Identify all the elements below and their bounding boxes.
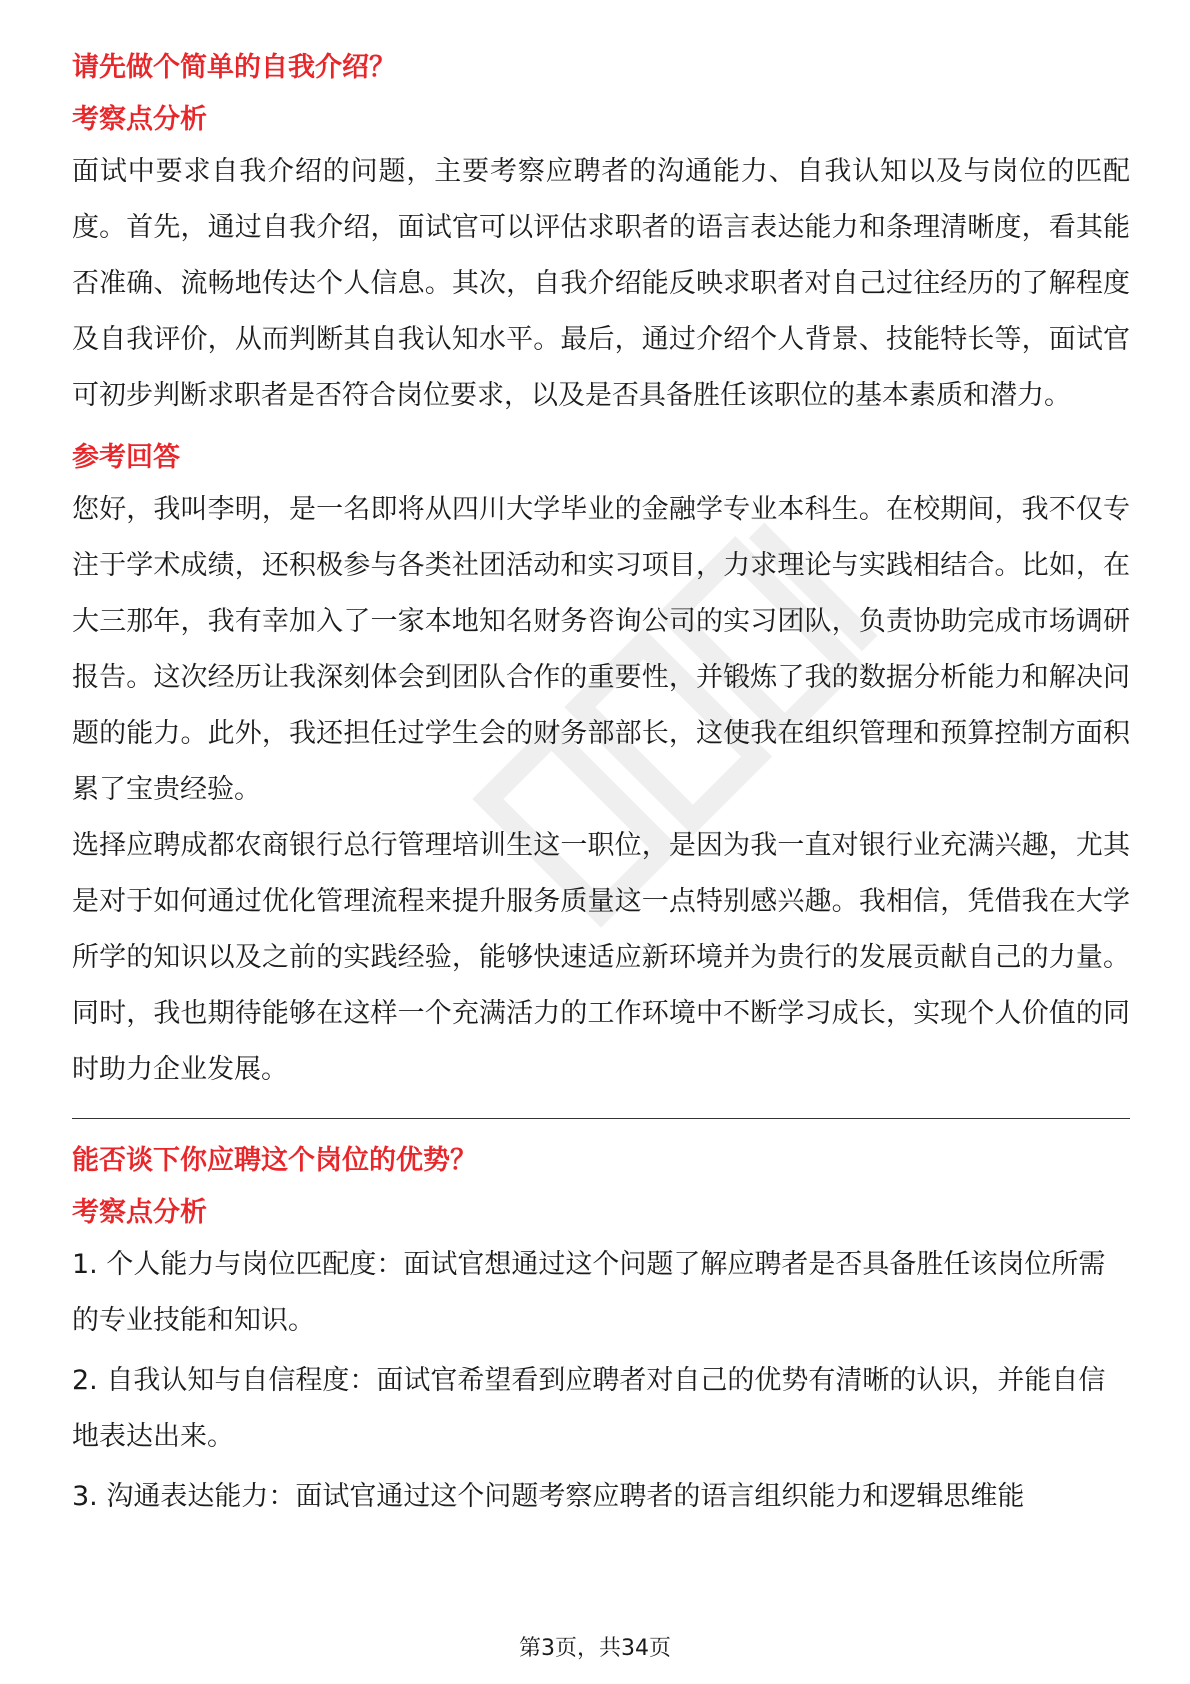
question-1-title: 请先做个简单的自我介绍？ bbox=[72, 52, 396, 83]
question-1-answer-paragraph-1: 您好，我叫李明，是一名即将从四川大学毕业的金融学专业本科生。在校期间，我不仅专注于学术成绩，还积极参与各类社团活动和实习项目，力求理论与实践相结合。比如，在大三那年，我有幸加入了一家本地知名财务咨询公司的实习团队，负责协助完成市场调研报告。这次经历让我深刻体会到团队合作的重要性，并锻炼了我的数据分析能力和解决问题的能力。此外，我还担任过学生会的财务部部长，这使我在组织管理和预算控制方面积累了宝贵经验。 bbox=[72, 494, 1130, 805]
question-2-analysis-item: 2. 自我认知与自信程度：面试官希望看到应聘者对自己的优势有清晰的认识，并能自信地表达出来。 bbox=[72, 1365, 1106, 1452]
question-2-analysis-item: 1. 个人能力与岗位匹配度：面试官想通过这个问题了解应聘者是否具备胜任该岗位所需的专业技能和知识。 bbox=[72, 1249, 1106, 1336]
question-1-answer-paragraph-2: 选择应聘成都农商银行总行管理培训生这一职位，是因为我一直对银行业充满兴趣，尤其是对于如何通过优化管理流程来提升服务质量这一点特别感兴趣。我相信，凭借我在大学所学的知识以及之前的实践经验，能够快速适应新环境并为贵行的发展贡献自己的力量。同时，我也期待能够在这样一个充满活力的工作环境中不断学习成长，实现个人价值的同时助力企业发展。 bbox=[72, 830, 1130, 1085]
question-1-analysis-text: 面试中要求自我介绍的问题，主要考察应聘者的沟通能力、自我认知以及与岗位的匹配度。首先，通过自我介绍，面试官可以评估求职者的语言表达能力和条理清晰度，看其能否准确、流畅地传达个人信息。其次，自我介绍能反映求职者对自己过往经历的了解程度及自我评价，从而判断其自我认知水平。最后，通过介绍个人背景、技能特长等，面试官可初步判断求职者是否符合岗位要求，以及是否具备胜任该职位的基本素质和潜力。 bbox=[72, 156, 1130, 411]
section-divider bbox=[72, 1118, 1130, 1119]
question-1-answer-heading: 参考回答 bbox=[72, 442, 180, 473]
question-2-analysis-item: 3. 沟通表达能力：面试官通过这个问题考察应聘者的语言组织能力和逻辑思维能 bbox=[72, 1481, 1025, 1512]
page-content bbox=[72, 48, 1130, 1529]
question-2-title: 能否谈下你应聘这个岗位的优势？ bbox=[72, 1145, 477, 1176]
question-2-analysis-heading: 考察点分析 bbox=[72, 1197, 207, 1228]
question-1-analysis-heading: 考察点分析 bbox=[72, 104, 207, 135]
page-number: 第3页，共34页 bbox=[519, 1636, 671, 1661]
